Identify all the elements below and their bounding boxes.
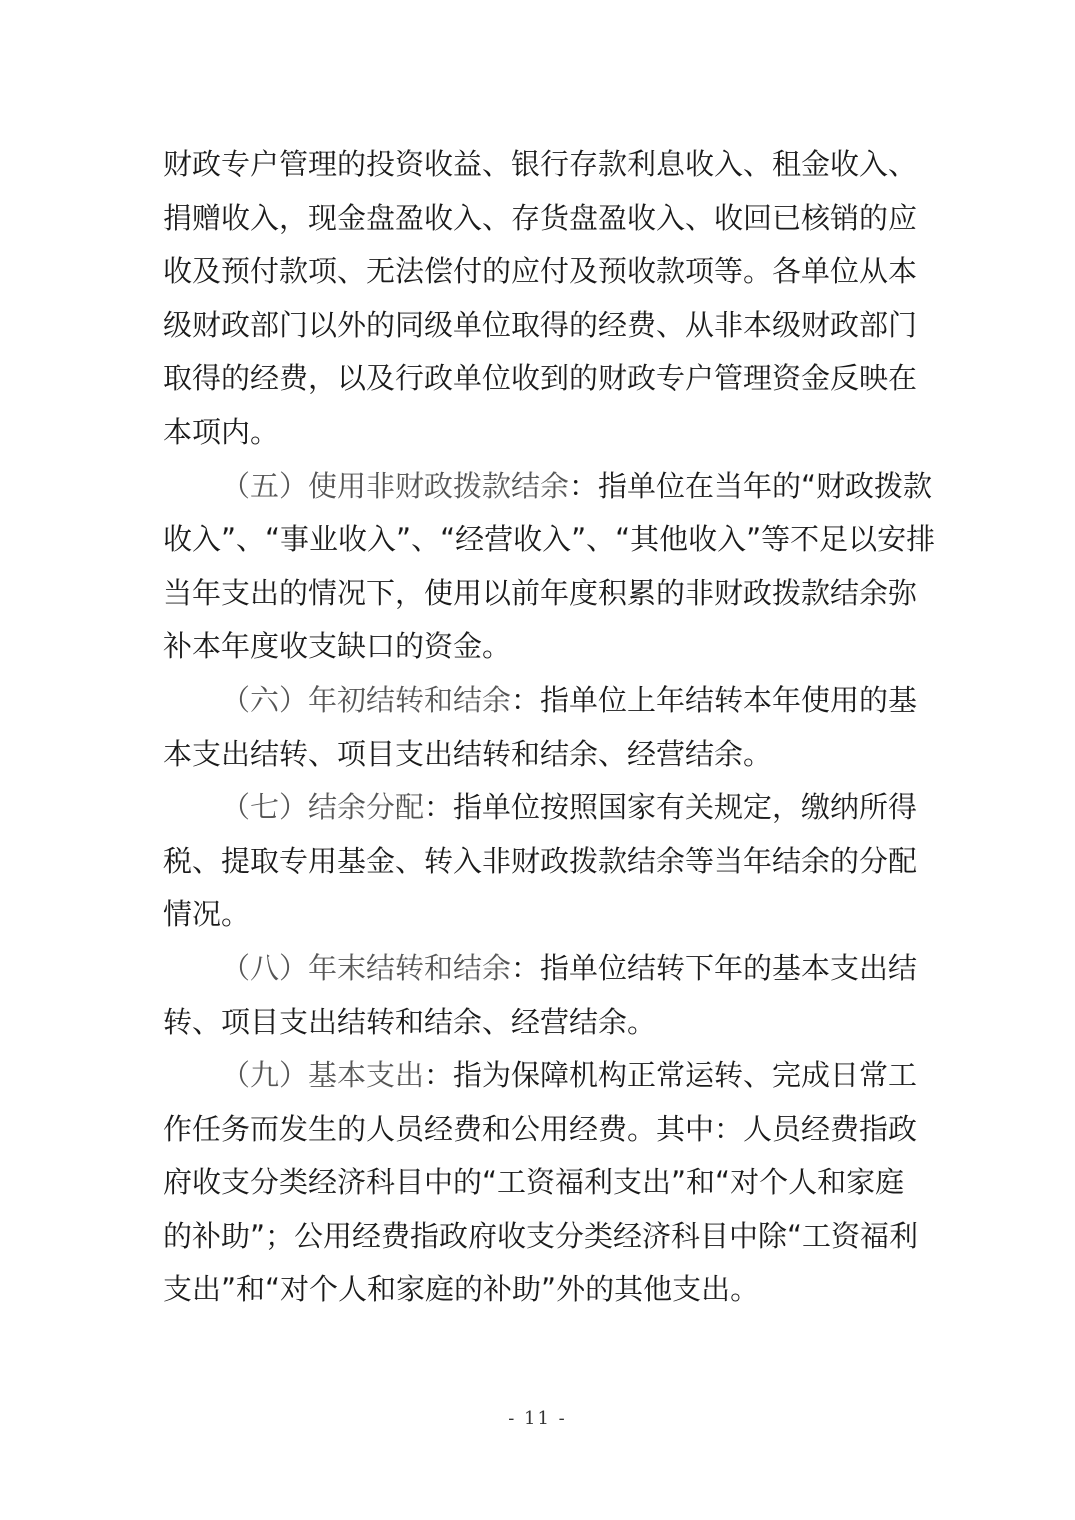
text-line: 本支出结转、项目支出结转和结余、经营结余。	[163, 736, 773, 771]
text-line: 取得的经费，以及行政单位收到的财政专户管理资金反映在	[163, 361, 918, 396]
section-heading: （五）使用非财政拨款结余	[221, 468, 570, 503]
text-line: 本项内。	[163, 414, 280, 449]
text-line: 情况。	[163, 897, 251, 932]
document-body	[163, 138, 936, 1317]
section-heading: （六）年初结转和结余	[221, 682, 512, 717]
paragraph-first-line	[163, 781, 918, 835]
text-line: 府收支分类经济科目中的“工资福利支出”和“对个人和家庭	[163, 1165, 905, 1200]
text-line: 当年支出的情况下，使用以前年度积累的非财政拨款结余弥	[163, 575, 918, 610]
paragraph-section-8	[163, 942, 918, 1049]
section-heading: （七）结余分配	[221, 790, 425, 825]
section-text: ：指单位上年结转本年使用的基	[511, 682, 918, 717]
section-text: ：指单位按照国家有关规定，缴纳所得	[424, 790, 918, 825]
text-line: 捐赠收入，现金盘盈收入、存货盘盈收入、收回已核销的应	[163, 200, 918, 235]
paragraph-first-line	[163, 674, 918, 728]
text-line: 补本年度收支缺口的资金。	[163, 629, 512, 664]
page-number: - 11 -	[508, 1408, 567, 1429]
section-text: ：指单位在当年的“财政拨款	[569, 468, 933, 503]
text-line: 税、提取专用基金、转入非财政拨款结余等当年结余的分配	[163, 843, 918, 878]
paragraph-first-line	[163, 1049, 918, 1103]
paragraph-section-9	[163, 1049, 919, 1317]
section-heading: （九）基本支出	[221, 1058, 425, 1093]
paragraph-first-line	[163, 460, 933, 514]
text-line: 收及预付款项、无法偿付的应付及预收款项等。各单位从本	[163, 254, 918, 289]
text-line: 财政专户管理的投资收益、银行存款利息收入、租金收入、	[163, 147, 918, 181]
section-text: ：指单位结转下年的基本支出结	[511, 950, 918, 985]
text-line: 转、项目支出结转和结余、经营结余。	[163, 1004, 657, 1039]
text-line: 收入”、“事业收入”、“经营收入”、“其他收入”等不足以安排	[163, 522, 936, 557]
section-text: ：指为保障机构正常运转、完成日常工	[424, 1058, 918, 1093]
paragraph-section-7	[163, 781, 918, 942]
paragraph-section-5	[163, 460, 936, 674]
paragraph-first-line	[163, 942, 918, 996]
section-heading: （八）年末结转和结余	[221, 950, 512, 985]
paragraph-continuation	[163, 138, 918, 460]
paragraph-section-6	[163, 674, 918, 781]
text-line: 作任务而发生的人员经费和公用经费。其中：人员经费指政	[163, 1111, 918, 1146]
text-line: 支出”和“对个人和家庭的补助”外的其他支出。	[163, 1272, 760, 1307]
text-line: 的补助”；公用经费指政府收支分类经济科目中除“工资福利	[163, 1218, 919, 1253]
text-line: 级财政部门以外的同级单位取得的经费、从非本级财政部门	[163, 307, 918, 342]
